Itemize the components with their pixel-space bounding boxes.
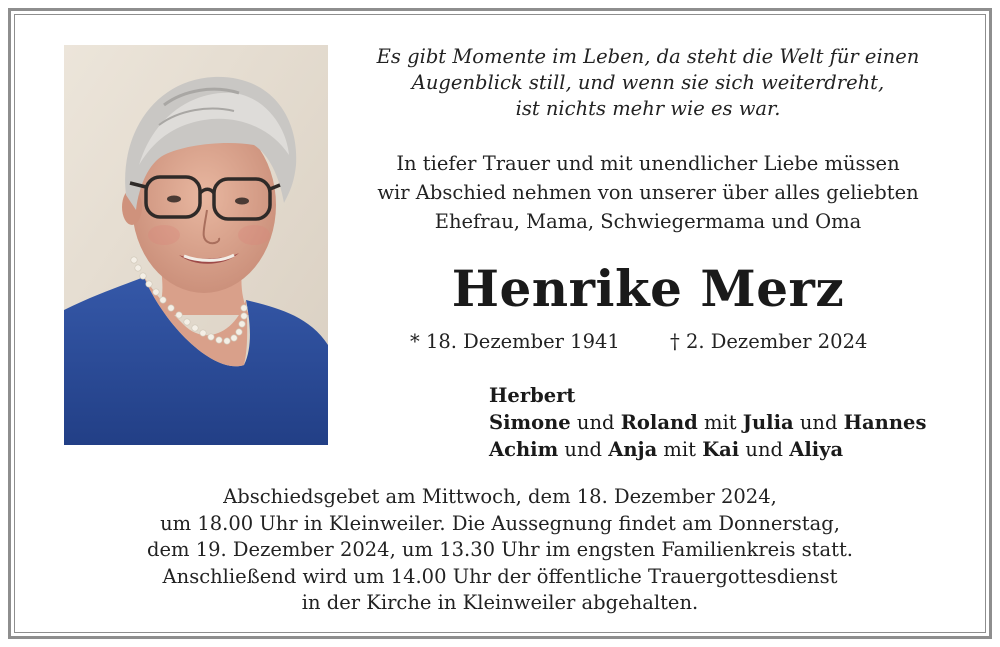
intro-line: wir Abschied nehmen von unserer über alles geliebten: [377, 181, 919, 204]
connector-text: mit: [697, 411, 743, 434]
quote-block: [350, 44, 946, 122]
announcement-line: in der Kirche in Kleinweiler abgehalten.: [301, 591, 699, 614]
death-date: † 2. Dezember 2024: [670, 330, 868, 353]
family-member: Herbert: [489, 384, 576, 407]
quote-line: Es gibt Momente im Leben, da steht die Welt für einen: [376, 45, 920, 68]
family-line: [489, 436, 959, 463]
announcement-line: um 18.00 Uhr in Kleinweiler. Die Aussegnung findet am Donnerstag,: [160, 511, 840, 535]
family-list: [489, 382, 959, 463]
announcement-line: dem 19. Dezember 2024, um 13.30 Uhr im engsten Familienkreis statt.: [147, 538, 853, 561]
connector-text: und: [570, 411, 621, 434]
family-member: Hannes: [843, 411, 927, 434]
intro-line: Ehefrau, Mama, Schwiegermama und Oma: [434, 210, 862, 233]
connector-text: mit: [657, 438, 703, 461]
quote-line: Augenblick still, und wenn sie sich weiterdreht,: [411, 71, 885, 94]
family-member: Roland: [620, 411, 698, 434]
family-line: [489, 382, 959, 409]
deceased-name: Henrike Merz: [451, 259, 845, 318]
funeral-announcement: [60, 484, 940, 617]
family-member: Achim: [489, 438, 559, 461]
family-member: Julia: [742, 411, 794, 434]
intro-line: In tiefer Trauer und mit unendlicher Liebe müssen: [396, 152, 900, 175]
life-dates: [410, 328, 900, 356]
connector-text: und: [739, 438, 790, 461]
family-member: Aliya: [789, 438, 844, 461]
connector-text: und: [558, 438, 609, 461]
intro-block: [350, 149, 946, 236]
quote-line: ist nichts mehr wie es war.: [515, 97, 781, 120]
birth-date: * 18. Dezember 1941: [410, 330, 620, 353]
announcement-line: Abschiedsgebet am Mittwoch, dem 18. Dezember 2024,: [223, 485, 777, 508]
family-member: Anja: [608, 438, 658, 461]
family-member: Simone: [489, 411, 571, 434]
portrait-photo: [64, 45, 328, 445]
announcement-line: Anschließend wird um 14.00 Uhr der öffentliche Trauergottesdienst: [162, 564, 838, 588]
connector-text: und: [793, 411, 844, 434]
family-line: [489, 409, 959, 436]
family-member: Kai: [702, 438, 740, 461]
